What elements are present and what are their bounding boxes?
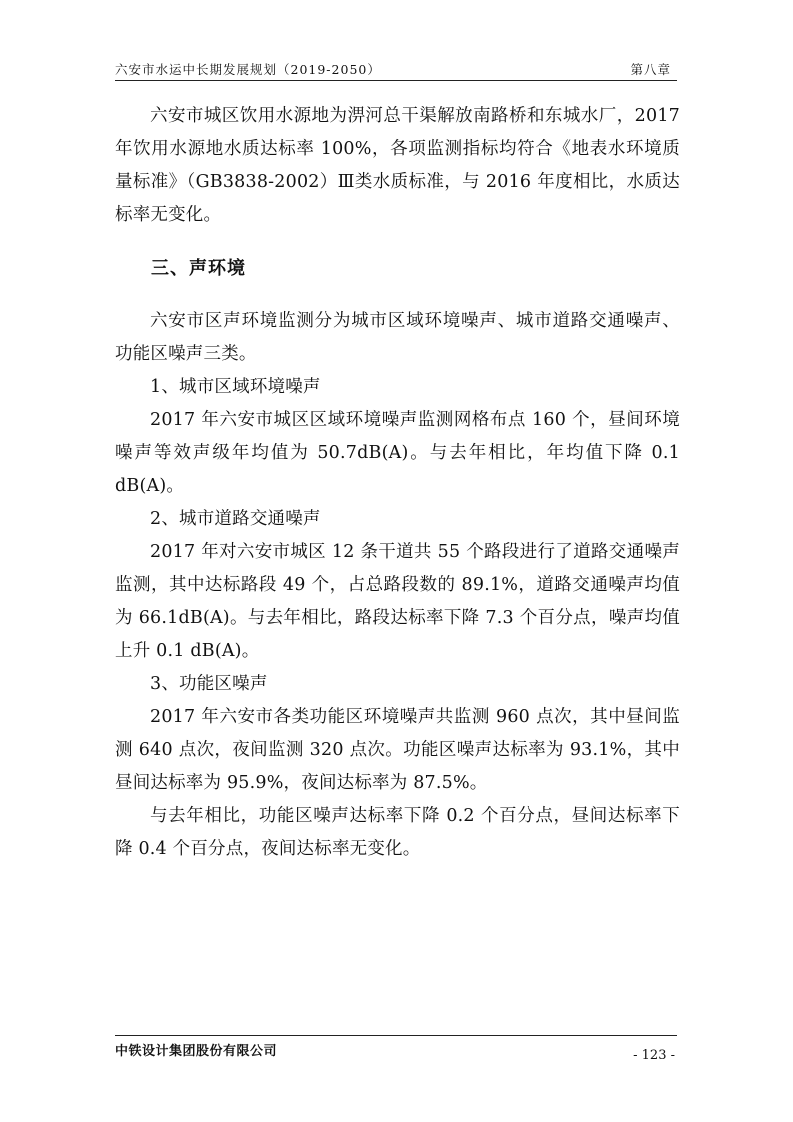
paragraph-regional-noise: 2017 年六安市城区区域环境噪声监测网格布点 160 个，昼间环境噪声等效声级年均值为 50.7dB(A)。与去年相比，年均值下降 0.1 dB(A)。 xyxy=(115,410,680,496)
page-header xyxy=(115,58,677,81)
paragraph-functional-noise: 2017 年六安市各类功能区环境噪声共监测 960 点次，其中昼间监测 640 点次，夜间监测 320 点次。功能区噪声达标率为 93.1%，其中昼间达标率为 95.9%，夜间达标率为 87.5%。 xyxy=(115,707,680,793)
paragraph-traffic-noise: 2017 年对六安市城区 12 条干道共 55 个路段进行了道路交通噪声监测，其中达标路段 49 个，占总路段数的 89.1%，道路交通噪声均值为 66.1dB(A)。与去年相比，路段达标率下降 7.3 个百分点，噪声均值上升 0.1 dB(A)。 xyxy=(115,542,680,661)
chapter-label: 第八章 xyxy=(630,62,671,77)
document-title: 六安市水运中长期发展规划（2019-2050） xyxy=(115,62,381,77)
section-heading-sound-environment: 三、声环境 xyxy=(151,258,246,279)
paragraph-drinking-water: 六安市城区饮用水源地为淠河总干渠解放南路桥和东城水厂，2017 年饮用水源地水质达标率 100%，各项监测指标均符合《地表水环境质量标准》（GB3838-2002）Ⅲ类水质标准，与 2016 年度相比，水质达标率无变化。 xyxy=(115,106,680,225)
subheading-regional-noise: 1、城市区域环境噪声 xyxy=(150,377,321,397)
page-footer xyxy=(115,1035,677,1066)
company-name: 中铁设计集团股份有限公司 xyxy=(115,1044,278,1059)
subheading-traffic-noise: 2、城市道路交通噪声 xyxy=(150,509,321,529)
subheading-functional-noise: 3、功能区噪声 xyxy=(150,674,268,694)
page-number: - 123 - xyxy=(633,1048,675,1063)
paragraph-noise-overview: 六安市区声环境监测分为城市区域环境噪声、城市道路交通噪声、功能区噪声三类。 xyxy=(115,311,680,364)
page-body xyxy=(115,100,680,866)
paragraph-functional-noise-comparison: 与去年相比，功能区噪声达标率下降 0.2 个百分点，昼间达标率下降 0.4 个百分点，夜间达标率无变化。 xyxy=(115,806,680,859)
